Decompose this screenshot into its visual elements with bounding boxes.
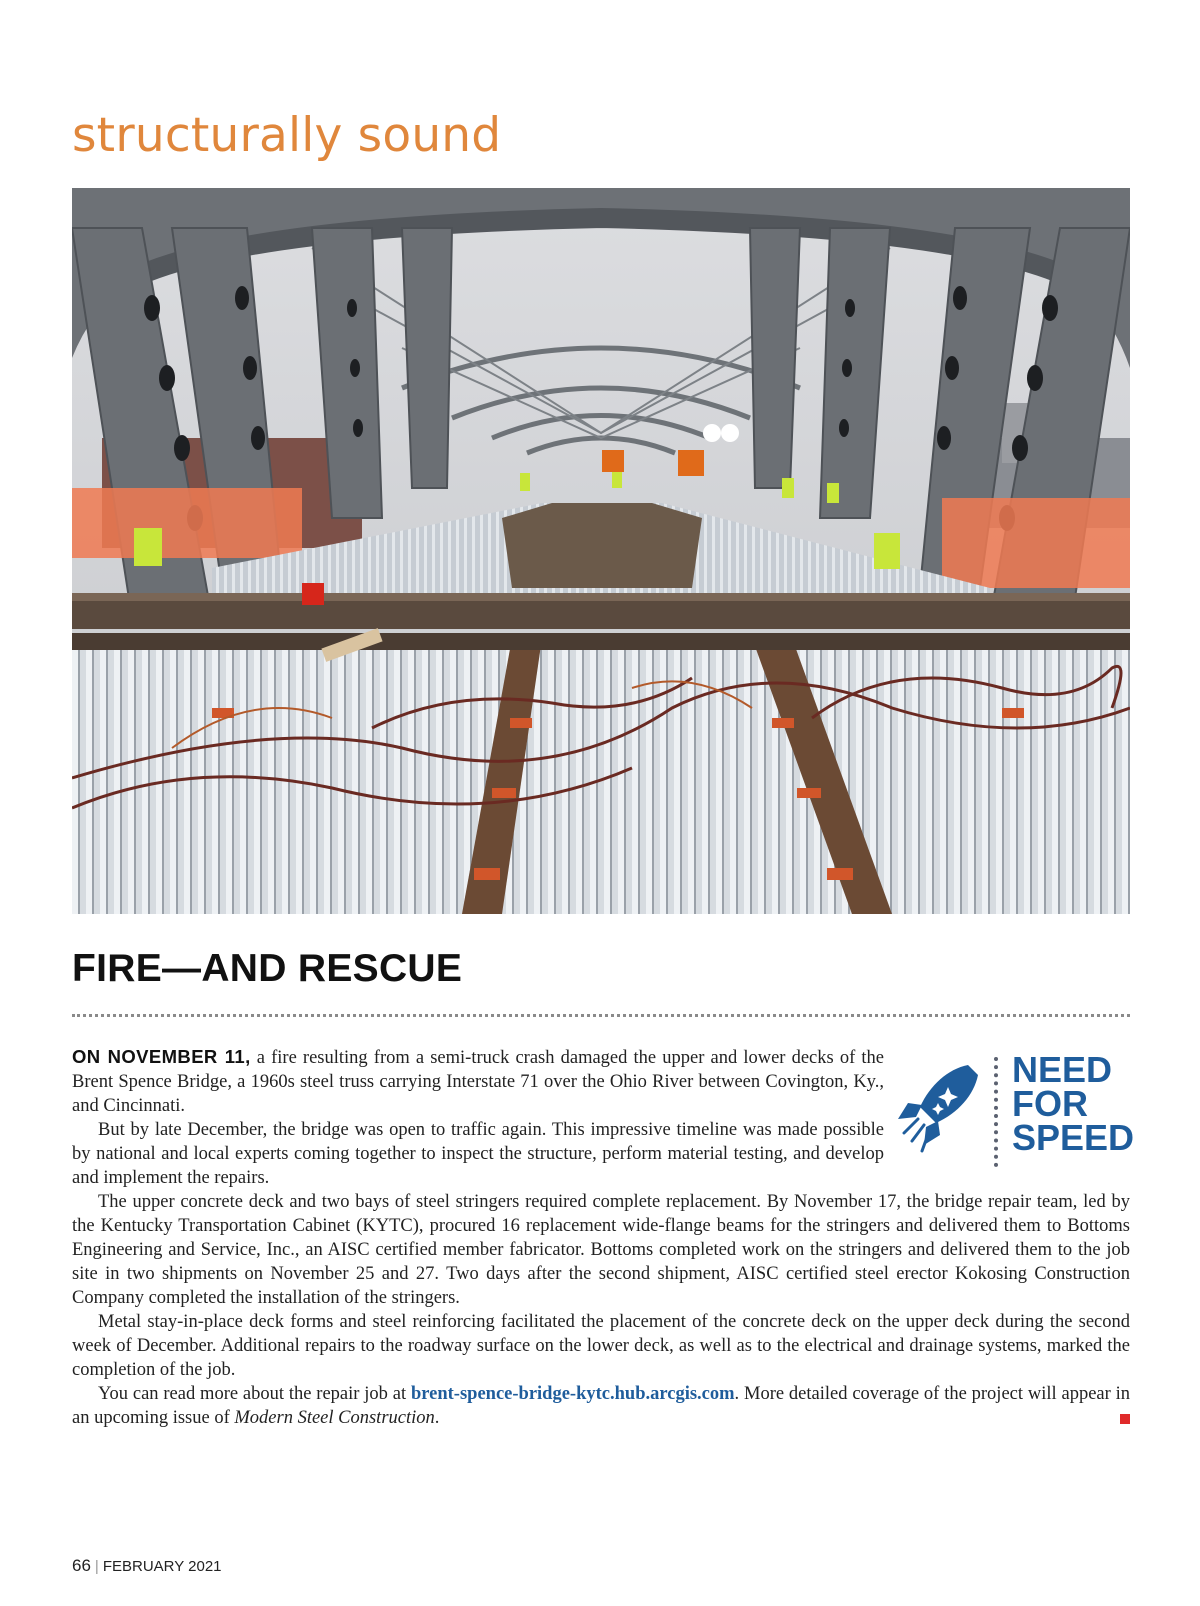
page-footer: 66 | FEBRUARY 2021 xyxy=(72,1556,222,1575)
page-number: 66 xyxy=(72,1556,91,1575)
issue-date: FEBRUARY 2021 xyxy=(102,1558,222,1575)
bridge-repair-photo xyxy=(72,188,1130,914)
section-label: structurally sound xyxy=(72,108,502,163)
article-headline: FIRE—AND RESCUE xyxy=(72,947,463,990)
paragraph-1: ON NOVEMBER 11, a fire resulting from a semi-truck crash damaged the upper and lower decks of the Brent Spence Bridge, a 1960s steel truss carrying Interstate 71 over the Ohio River between Covington, Ky., and Cincinnati. xyxy=(72,1046,884,1116)
paragraph-2: But by late December, the bridge was open to traffic again. This impressive timeline was made possible by national and local experts coming together to inspect the structure, perform material testing, and develop and implement the repairs. xyxy=(72,1120,884,1188)
end-of-article-mark xyxy=(1120,1414,1130,1424)
lead-in: ON NOVEMBER 11, xyxy=(72,1046,251,1067)
badge-line-2: FOR xyxy=(1012,1083,1088,1124)
paragraph-4: Metal stay-in-place deck forms and steel reinforcing facilitated the placement of the concrete deck on the upper deck during the second week of December. Additional repairs to the roadway surface on the lower deck, as well as to the electrical and drainage systems, marked the completion of the job. xyxy=(72,1312,1130,1380)
paragraph-3: The upper concrete deck and two bays of steel stringers required complete replacement. By November 17, the bridge repair team, led by the Kentucky Transportation Cabinet (KYTC), procured 16 replacement wide-flange beams for the stringers and delivered them to Bottoms Engineering and Service, Inc., an AISC certified member fabricator. Bottoms completed work on the stringers and delivered them to the job site in two shipments on November 25 and 27. Two days after the second shipment, AISC certified steel erector Kokosing Construction Company completed the installation of the stringers. xyxy=(72,1192,1130,1308)
badge-line-1: NEED xyxy=(1012,1049,1113,1090)
paragraph-5: You can read more about the repair job at brent-spence-bridge-kytc.hub.arcgis.com. More detailed coverage of the project will appear in an upcoming issue of Modern Steel Construction. xyxy=(72,1384,1131,1428)
dotted-divider xyxy=(72,1014,1130,1017)
publication-title: Modern Steel Construction xyxy=(234,1408,435,1428)
article-body xyxy=(72,1045,1130,1430)
badge-line-3: SPEED xyxy=(1012,1117,1135,1158)
project-link[interactable]: brent-spence-bridge-kytc.hub.arcgis.com xyxy=(410,1384,735,1404)
